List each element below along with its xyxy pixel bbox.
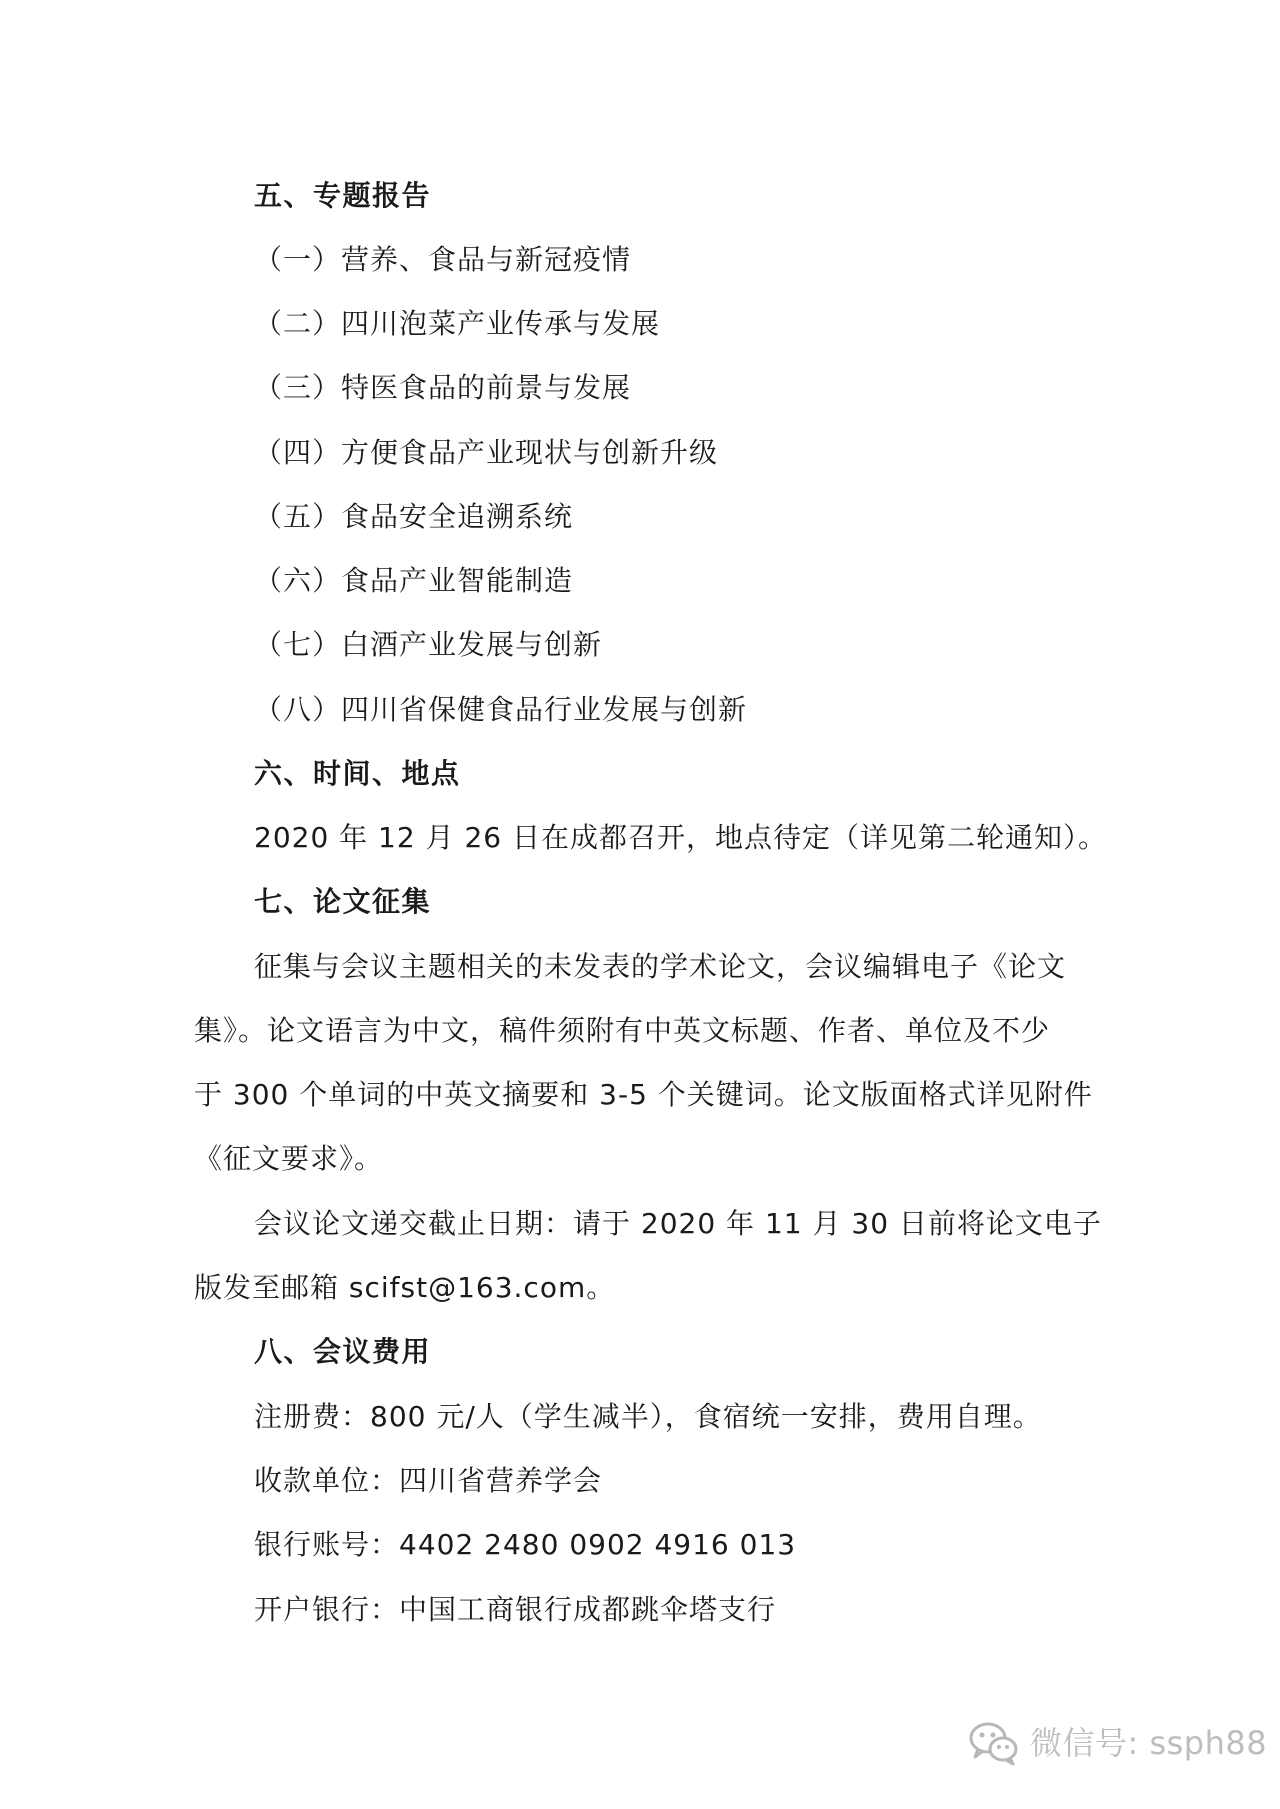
section-5-item-1: （一）营养、食品与新冠疫情 [254,243,632,276]
wechat-watermark [968,1718,1267,1768]
section-6-heading: 六、时间、地点 [254,757,461,790]
section-7-para-1-line-4: 《征文要求》。 [194,1142,384,1175]
section-7-para-2-line-2: 版发至邮箱 scifst@163.com。 [194,1271,616,1304]
section-5-item-5: （五）食品安全追溯系统 [254,500,574,533]
section-5-heading: 五、专题报告 [254,179,432,212]
section-6-body: 2020 年 12 月 26 日在成都召开，地点待定（详见第二轮通知）。 [254,821,1108,854]
section-8-heading: 八、会议费用 [254,1335,432,1368]
section-5-item-4: （四）方便食品产业现状与创新升级 [254,436,719,469]
section-7-para-1-line-1: 征集与会议主题相关的未发表的学术论文，会议编辑电子《论文 [254,950,1067,983]
watermark-text: 微信号: ssph88 [1030,1724,1268,1762]
section-5-item-2: （二）四川泡菜产业传承与发展 [254,307,661,340]
section-5-item-8: （八）四川省保健食品行业发展与创新 [254,693,748,726]
payee-unit: 收款单位：四川省营养学会 [254,1464,603,1497]
section-5-item-7: （七）白酒产业发展与创新 [254,628,603,661]
bank-account-number: 银行账号：4402 2480 0902 4916 013 [254,1528,797,1561]
section-7-para-1-line-2: 集》。论文语言为中文，稿件须附有中英文标题、作者、单位及不少 [194,1014,1051,1047]
section-5-item-6: （六）食品产业智能制造 [254,564,574,597]
section-7-heading: 七、论文征集 [254,885,432,918]
section-7-para-2-line-1: 会议论文递交截止日期：请于 2020 年 11 月 30 日前将论文电子 [254,1207,1102,1240]
registration-fee: 注册费：800 元/人（学生减半），食宿统一安排，费用自理。 [254,1400,1042,1433]
section-7-para-1-line-3: 于 300 个单词的中英文摘要和 3-5 个关键词。论文版面格式详见附件 [194,1078,1093,1111]
wechat-logo-icon [968,1720,1020,1766]
bank-name: 开户银行：中国工商银行成都跳伞塔支行 [254,1593,777,1626]
section-5-item-3: （三）特医食品的前景与发展 [254,371,632,404]
